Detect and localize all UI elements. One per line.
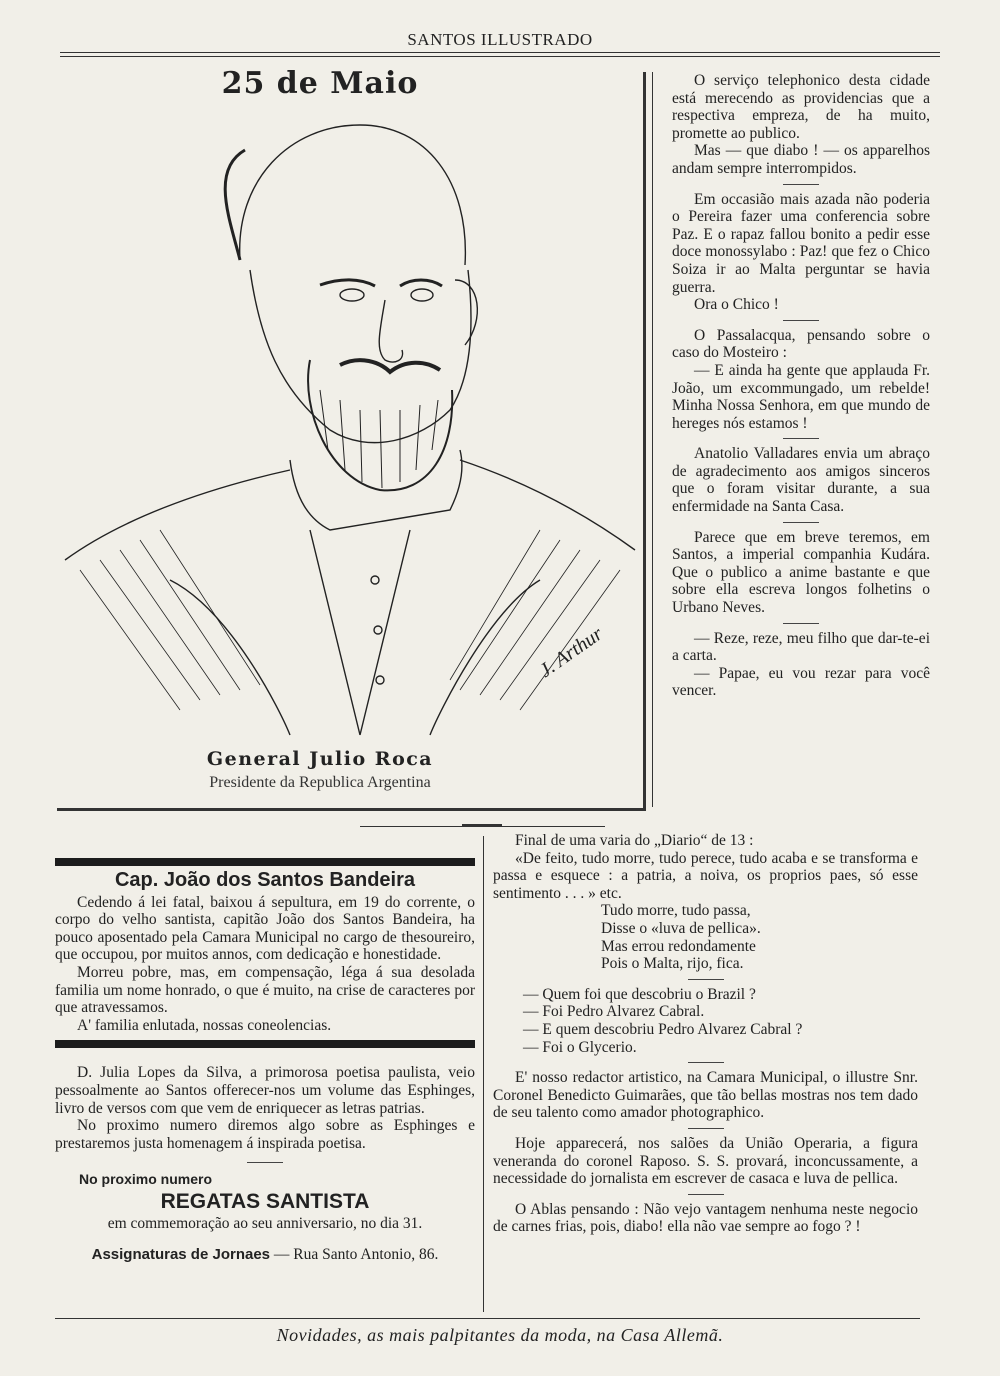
portrait-caption-subtitle: Presidente da Republica Argentina bbox=[209, 774, 431, 791]
divider bbox=[688, 979, 724, 980]
subscriptions-line bbox=[55, 1246, 475, 1264]
article-paragraph: Final de uma varia do „Diario“ de 13 : bbox=[515, 832, 754, 849]
verse-line: Mas errou redondamente bbox=[601, 937, 756, 955]
verse-line: Pois o Malta, rijo, fica. bbox=[601, 955, 744, 973]
dialogue-line: — Foi o Glycerio. bbox=[523, 1038, 637, 1056]
article-paragraph: D. Julia Lopes da Silva, a primorosa poetisa paulista, veio pessoalmente ao Santos offerecer-nos um volume das Esphinges, livro de versos com que vem de enriquecer as letras patrias. bbox=[55, 1064, 475, 1117]
obituary-bottom-bar bbox=[55, 1040, 475, 1048]
left-bottom-column bbox=[55, 858, 475, 1264]
divider bbox=[247, 1162, 283, 1163]
obituary-paragraph: A' familia enlutada, nossas coneolencias. bbox=[77, 1016, 332, 1034]
obituary-paragraph: Morreu pobre, mas, em compensação, léga á sua desolada familia um nome honrado, o que é muito, na crise de caracteres por que atravessamos. bbox=[55, 963, 475, 1017]
verse-line: Tudo morre, tudo passa, bbox=[601, 902, 751, 920]
subscriptions-label: Assignaturas de Jornaes bbox=[91, 1246, 271, 1264]
article-paragraph: No proximo numero diremos algo sobre as Esphinges e prestaremos justa homenagem á inspirada poetisa. bbox=[55, 1117, 475, 1152]
footer-rule bbox=[55, 1318, 920, 1319]
article-paragraph: Mas — que diabo ! — os apparelhos andam sempre interrompidos. bbox=[672, 142, 930, 177]
article-paragraph: O Passalacqua, pensando sobre o caso do Mosteiro : bbox=[672, 326, 930, 362]
article-paragraph: Parece que em breve teremos, em Santos, a imperial companhia Kudára. Que o publico a anime bastante e que sobre ella escreva longos folhetins o Urbano Neves. bbox=[672, 528, 930, 617]
article-paragraph: — Papae, eu vou rezar para você vencer. bbox=[672, 664, 930, 700]
divider bbox=[688, 1128, 724, 1129]
right-bottom-column bbox=[493, 832, 918, 1236]
column-divider-top bbox=[652, 72, 653, 807]
verse-line: Disse o «luva de pellica». bbox=[601, 919, 761, 937]
masthead-rule bbox=[60, 52, 940, 53]
quote-paragraph: «De feito, tudo morre, tudo perece, tudo acaba e se transforma e passa e esquece : a patria, a noiva, os proprios paes, só esse sentimento . . . » etc. bbox=[493, 849, 918, 902]
article-paragraph: — Reze, reze, meu filho que dar-te-ei a carta. bbox=[672, 629, 930, 665]
verse bbox=[493, 902, 918, 972]
divider bbox=[783, 623, 819, 624]
dialogue-line: — E quem descobriu Pedro Alvarez Cabral ? bbox=[523, 1020, 803, 1038]
section-separator-ornament bbox=[462, 824, 502, 827]
divider bbox=[783, 320, 819, 321]
dialogue-line: — Quem foi que descobriu o Brazil ? bbox=[523, 985, 756, 1003]
right-column bbox=[672, 72, 930, 700]
divider bbox=[688, 1194, 724, 1195]
headline: 25 de Maio bbox=[221, 66, 419, 101]
article-paragraph: Em occasião mais azada não poderia o Pereira fazer uma conferencia sobre Paz. E o rapaz fallou bonito a pedir esse doce monossylabo : Paz! que fez o Chico Soiza ir ao Malta perguntar se havia guerra. bbox=[672, 190, 930, 296]
divider bbox=[783, 438, 819, 439]
masthead: SANTOS ILLUSTRADO bbox=[407, 30, 593, 49]
article-paragraph: Anatolio Valladares envia um abraço de agradecimento aos amigos sinceros que o foram visitar durante, a sua enfermidade na Santa Casa. bbox=[672, 445, 930, 516]
obituary-top-bar bbox=[55, 858, 475, 866]
portrait-caption-name: General Julio Roca bbox=[206, 748, 434, 770]
subscriptions-address: — Rua Santo Antonio, 86. bbox=[273, 1246, 439, 1264]
portrait-frame-bottom bbox=[57, 808, 646, 811]
footer-advert: Novidades, as mais palpitantes da moda, na Casa Allemã. bbox=[276, 1325, 724, 1345]
article-paragraph: O Ablas pensando : Não vejo vantagem nenhuma neste negocio de carnes frias, pois, diabo! ella não vae sempre ao fogo ? ! bbox=[493, 1200, 918, 1236]
obituary-title: Cap. João dos Santos Bandeira bbox=[114, 869, 416, 891]
obituary-paragraph: Cedendo á lei fatal, baixou á sepultura, em 19 do corrente, o corpo do velho santista, capitão João dos Santos Bandeira, ha pouco aposentado pela Camara Municipal no cargo de thesoureiro, que occupou, por muitos annos, com dedicação e honestidade. bbox=[55, 893, 475, 964]
article-paragraph: E' nosso redactor artistico, na Camara Municipal, o illustre Snr. Coronel Benedicto Guimarães, que tão bellas mostras nos tem dado de seu talento como amador photographico. bbox=[493, 1069, 918, 1122]
article-paragraph: — E ainda ha gente que applauda Fr. João, um excommungado, um rebelde! Minha Nossa Senhora, em que mundo de hereges nós estamos ! bbox=[672, 361, 930, 432]
article-paragraph: Hoje apparecerá, nos salões da União Operaria, a figura veneranda do coronel Raposo. S. S. provará, inconcussamente, a necessidade do jornalista em escrever de casaca e luva de pellica. bbox=[493, 1134, 918, 1188]
next-issue-title: REGATAS SANTISTA bbox=[160, 1189, 370, 1213]
divider bbox=[783, 522, 819, 523]
masthead-rule-2 bbox=[60, 56, 940, 57]
article-paragraph: O serviço telephonico desta cidade está merecendo as providencias que a respectiva empreza, de ha muito, promette ao publico. bbox=[672, 72, 930, 142]
divider bbox=[688, 1062, 724, 1063]
next-issue-label: No proximo numero bbox=[79, 1171, 213, 1188]
next-issue-text: em commemoração ao seu anniversario, no dia 31. bbox=[107, 1214, 423, 1232]
dialogue-line: — Foi Pedro Alvarez Cabral. bbox=[523, 1003, 705, 1021]
portrait-frame-right bbox=[643, 72, 646, 810]
column-divider-bottom bbox=[483, 836, 484, 1312]
article-paragraph: Ora o Chico ! bbox=[694, 296, 779, 314]
portrait-illustration bbox=[60, 110, 640, 740]
artist-signature: J. Arthur bbox=[535, 622, 607, 682]
divider bbox=[783, 184, 819, 185]
